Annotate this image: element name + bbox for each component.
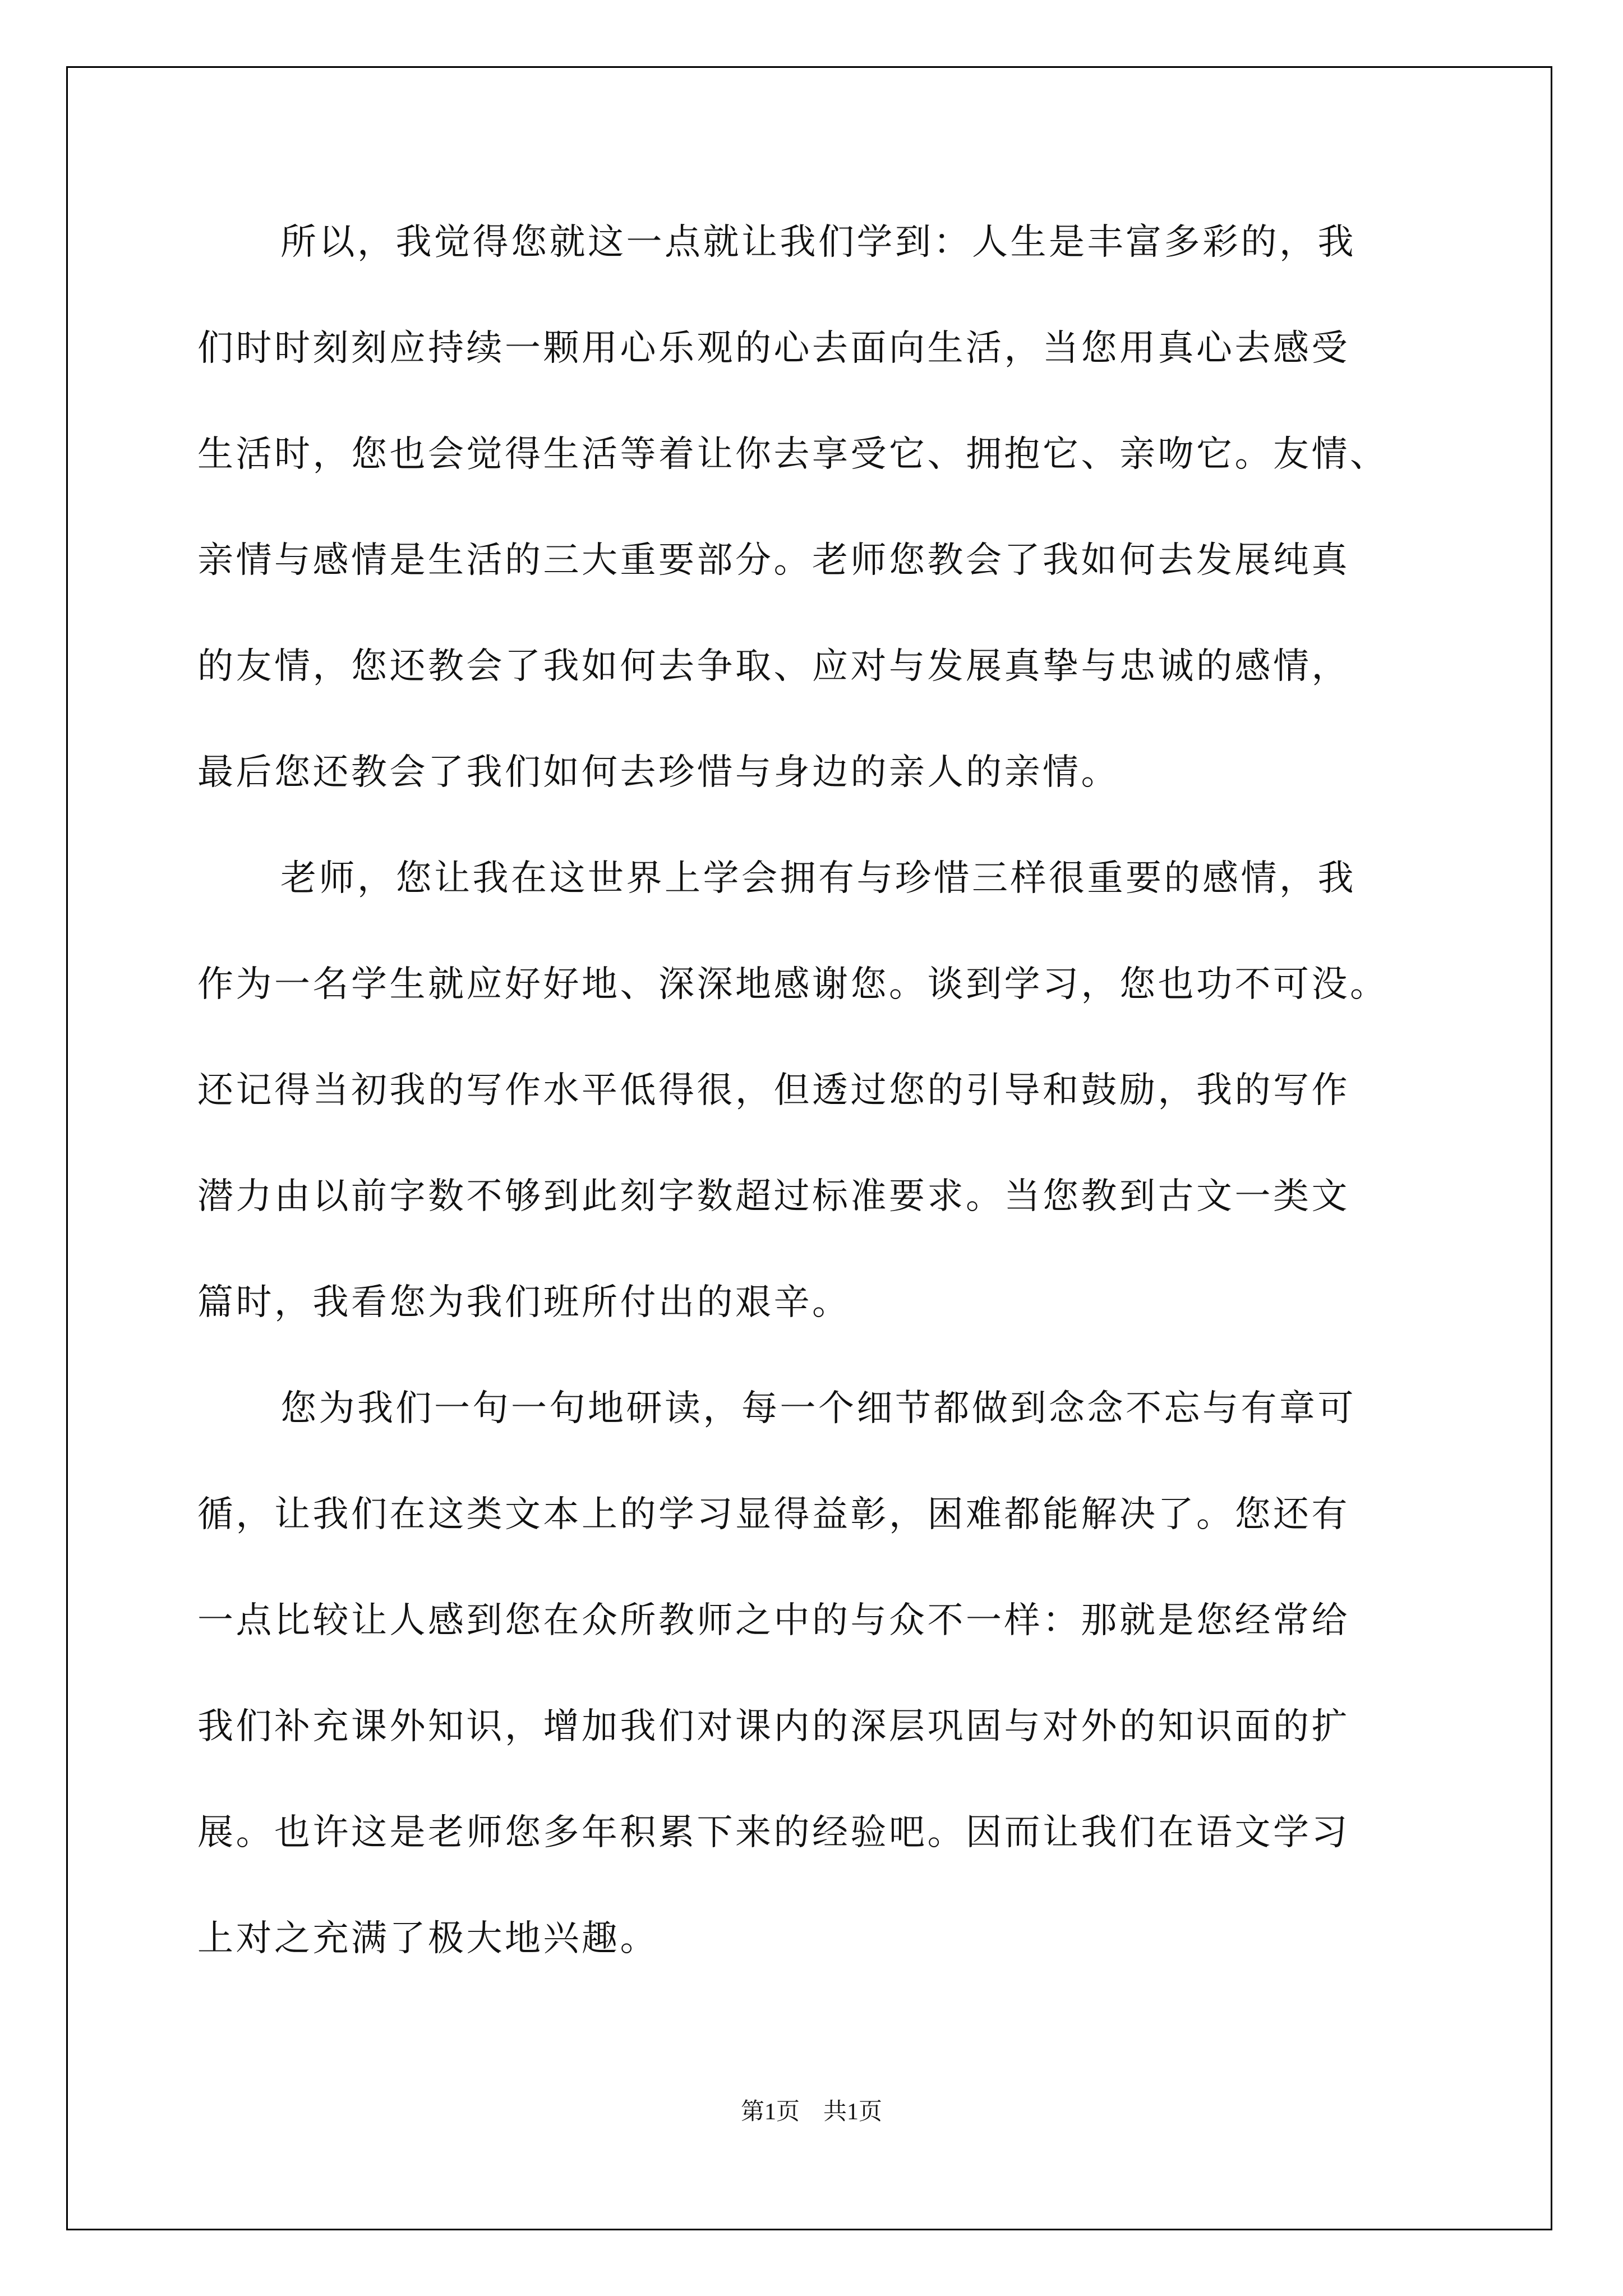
text-line: 潜力由以前字数不够到此刻字数超过标准要求。当您教到古文一类文: [197, 1176, 1350, 1217]
text-line: 生活时，您也会觉得生活等着让你去享受它、拥抱它、亲吻它。友情、: [197, 434, 1389, 475]
text-line: 老师，您让我在这世界上学会拥有与珍惜三样很重要的感情，我: [280, 858, 1356, 899]
text-line: 还记得当初我的写作水平低得很，但透过您的引导和鼓励，我的写作: [197, 1070, 1350, 1111]
text-line: 上对之充满了极大地兴趣。: [197, 1918, 658, 1959]
text-line: 我们补充课外知识，增加我们对课内的深层巩固与对外的知识面的扩: [197, 1706, 1350, 1747]
text-line: 您为我们一句一句地研读，每一个细节都做到念念不忘与有章可: [280, 1388, 1356, 1429]
text-line: 展。也许这是老师您多年积累下来的经验吧。因而让我们在语文学习: [197, 1812, 1350, 1853]
text-line: 的友情，您还教会了我如何去争取、应对与发展真挚与忠诚的感情，: [197, 646, 1350, 687]
page-footer: 第1页 共1页: [740, 2099, 882, 2125]
text-line: 一点比较让人感到您在众所教师之中的与众不一样：那就是您经常给: [197, 1600, 1350, 1641]
text-line: 所以，我觉得您就这一点就让我们学到：人生是丰富多彩的，我: [280, 222, 1356, 263]
text-line: 亲情与感情是生活的三大重要部分。老师您教会了我如何去发展纯真: [197, 540, 1350, 581]
text-line: 最后您还教会了我们如何去珍惜与身边的亲人的亲情。: [197, 752, 1119, 793]
text-line: 作为一名学生就应好好地、深深地感谢您。谈到学习，您也功不可没。: [197, 964, 1389, 1005]
page-border: [66, 66, 1552, 2230]
text-line: 循，让我们在这类文本上的学习显得益彰，困难都能解决了。您还有: [197, 1494, 1350, 1535]
text-line: 们时时刻刻应持续一颗用心乐观的心去面向生活，当您用真心去感受: [197, 328, 1350, 369]
text-line: 篇时，我看您为我们班所付出的艰辛。: [197, 1282, 851, 1323]
